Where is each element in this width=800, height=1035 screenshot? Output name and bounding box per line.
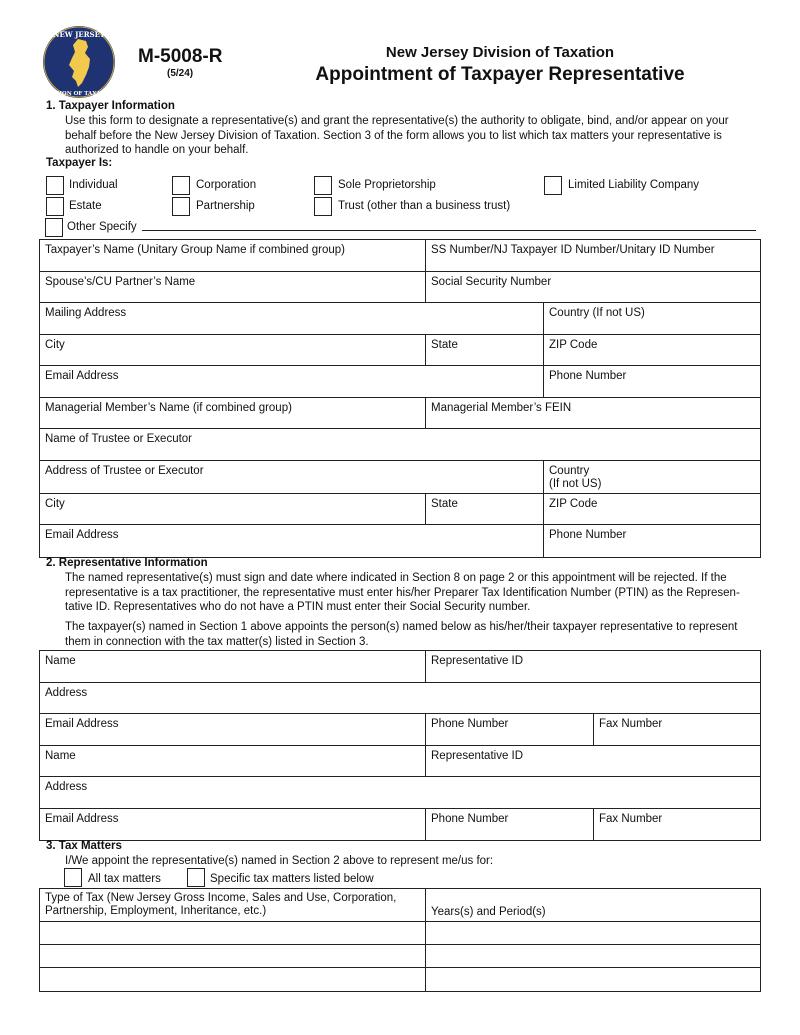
checkbox-specific-tax-matters[interactable]: [187, 868, 205, 887]
field-country[interactable]: Country (If not US): [549, 307, 645, 319]
label-trust: Trust (other than a business trust): [338, 200, 511, 212]
years-row-3[interactable]: [426, 968, 760, 991]
field-spouse-name[interactable]: Spouse’s/CU Partner’s Name: [40, 272, 426, 303]
representative-grid: [39, 650, 761, 841]
label-specific-tax-matters: Specific tax matters listed below: [210, 873, 374, 885]
years-row-1[interactable]: [426, 922, 760, 944]
field-managerial-name[interactable]: Managerial Member’s Name (if combined group): [40, 398, 426, 429]
rep1-address[interactable]: Address: [45, 686, 88, 699]
rep1-fax[interactable]: Fax Number: [599, 718, 663, 730]
label-sole-proprietorship: Sole Proprietorship: [338, 179, 436, 191]
checkbox-individual[interactable]: [46, 176, 64, 195]
checkbox-all-tax-matters[interactable]: [64, 868, 82, 887]
checkbox-corporation[interactable]: [172, 176, 190, 195]
rep2-address[interactable]: Address: [45, 781, 88, 793]
agency-name: New Jersey Division of Taxation: [385, 44, 615, 61]
rep2-phone[interactable]: Phone Number: [426, 809, 594, 841]
field-trustee-zip[interactable]: ZIP Code: [549, 497, 598, 510]
rep2-id[interactable]: Representative ID: [431, 749, 524, 762]
label-individual: Individual: [69, 179, 118, 191]
section1-heading: 1. Taxpayer Information: [46, 100, 175, 112]
taxpayer-is-label: Taxpayer Is:: [46, 157, 113, 169]
field-city[interactable]: City: [40, 335, 426, 366]
field-mailing-address[interactable]: Mailing Address: [40, 303, 544, 334]
rep1-phone[interactable]: Phone Number: [426, 714, 594, 745]
section2-para2: The taxpayer(s) named in Section 1 above appoints the person(s) named below as his/her/their taxpayer representative to represent them in connection with the tax matter(s) listed in Section 3.: [65, 621, 738, 648]
rep1-id[interactable]: Representative ID: [431, 655, 524, 667]
rep2-email[interactable]: Email Address: [40, 809, 426, 841]
checkbox-estate[interactable]: [46, 197, 64, 216]
svg-text:NEW JERSEY: NEW JERSEY: [53, 30, 105, 39]
svg-text:DIVISION OF TAXATION: DIVISION OF TAXATION: [42, 91, 116, 97]
section3-intro: I/We appoint the representative(s) named in Section 2 above to represent me/us for:: [65, 855, 494, 867]
col-type-of-tax: Type of Tax (New Jersey Gross Income, Sales and Use, Corporation, Partnership, Employment, Inheritance, etc.): [40, 889, 426, 921]
field-taxpayer-name[interactable]: Taxpayer’s Name (Unitary Group Name if combined group): [40, 240, 426, 271]
checkbox-other[interactable]: [45, 218, 63, 237]
field-trustee-state[interactable]: State: [426, 494, 544, 525]
tax-type-row-2[interactable]: [40, 945, 426, 967]
other-specify-field[interactable]: [142, 230, 756, 231]
field-ss-number[interactable]: SS Number/NJ Taxpayer ID Number/Unitary ID Number: [431, 244, 715, 256]
tax-matters-table: [39, 888, 761, 992]
field-trustee-name[interactable]: Name of Trustee or Executor: [45, 433, 193, 445]
field-trustee-country[interactable]: Country (If not US): [549, 464, 602, 490]
checkbox-trust[interactable]: [314, 197, 332, 216]
rep1-name[interactable]: Name: [40, 651, 426, 682]
label-all-tax-matters: All tax matters: [88, 873, 161, 885]
label-estate: Estate: [69, 200, 102, 212]
taxpayer-info-grid: [39, 239, 761, 558]
col-years-periods: Years(s) and Period(s): [431, 906, 546, 918]
form-revision: (5/24): [167, 68, 194, 79]
form-number: M-5008-R: [138, 46, 223, 67]
section3-heading: 3. Tax Matters: [46, 840, 122, 852]
label-partnership: Partnership: [196, 200, 255, 212]
field-trustee-email[interactable]: Email Address: [40, 525, 544, 557]
rep2-fax[interactable]: Fax Number: [599, 812, 663, 825]
label-corporation: Corporation: [196, 179, 257, 191]
tax-type-row-3[interactable]: [40, 968, 426, 991]
field-trustee-address[interactable]: Address of Trustee or Executor: [40, 461, 544, 493]
checkbox-sole-proprietorship[interactable]: [314, 176, 332, 195]
field-state[interactable]: State: [426, 335, 544, 366]
rep2-name[interactable]: Name: [40, 746, 426, 777]
field-email[interactable]: Email Address: [40, 366, 544, 397]
checkbox-llc[interactable]: [544, 176, 562, 195]
section2-heading: 2. Representative Information: [46, 557, 208, 569]
field-zip[interactable]: ZIP Code: [549, 338, 598, 351]
checkbox-partnership[interactable]: [172, 197, 190, 216]
form-title: Appointment of Taxpayer Representative: [315, 64, 685, 85]
section1-intro: Use this form to designate a representative(s) and grant the representative(s) the authority to obligate, bind, and/or appear on your behalf before the New Jersey Division of Taxation. Section 3 of the form allows you to list which tax matters your representative is authorized to handle on your behalf.: [65, 115, 729, 156]
field-managerial-fein[interactable]: Managerial Member’s FEIN: [431, 401, 572, 414]
tax-type-row-1[interactable]: [40, 922, 426, 944]
field-trustee-city[interactable]: City: [40, 494, 426, 525]
rep1-email[interactable]: Email Address: [40, 714, 426, 745]
section2-para1: The named representative(s) must sign and date where indicated in Section 8 on page 2 or this appointment will be rejected. If the representative is a tax practitioner, the representative must enter his/her Preparer Tax Identification Number (PTIN) as the Represen- tative ID. Representatives who do not have a PTIN must enter their Social Security number.: [65, 572, 740, 613]
label-llc: Limited Liability Company: [568, 179, 700, 191]
field-ssn[interactable]: Social Security Number: [431, 275, 552, 288]
field-phone[interactable]: Phone Number: [549, 370, 627, 382]
years-row-2[interactable]: [426, 945, 760, 967]
nj-division-of-taxation-seal: [42, 25, 116, 99]
label-other-specify: Other Specify: [67, 221, 137, 233]
field-trustee-phone[interactable]: Phone Number: [549, 529, 627, 541]
